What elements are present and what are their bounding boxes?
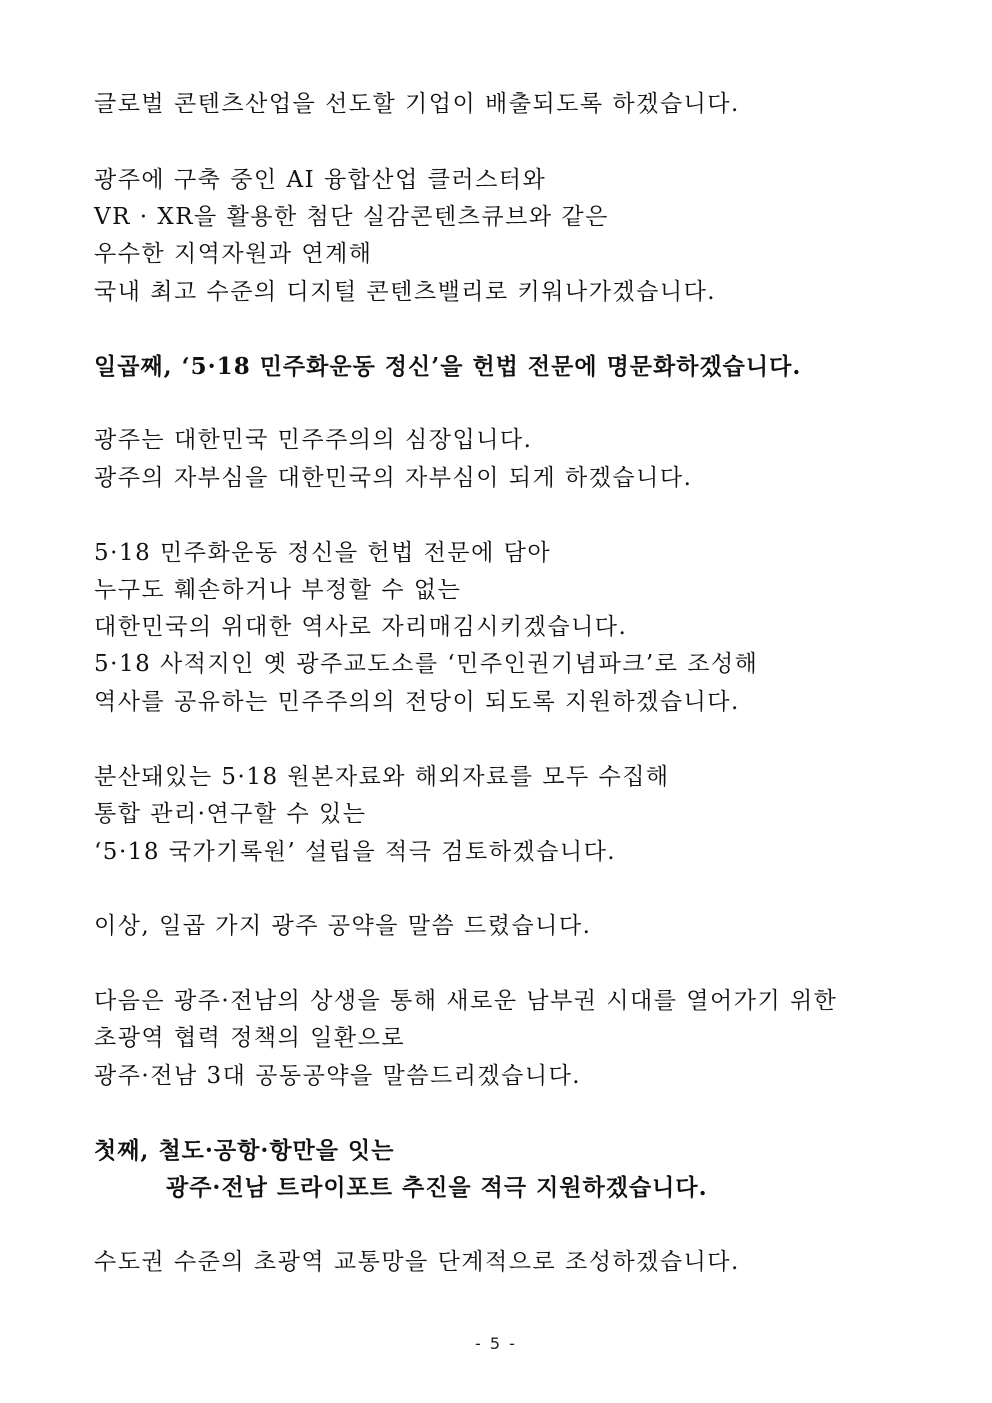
body-text-line: 분산돼있는 5·18 원본자료와 해외자료를 모두 수집해 [94,764,670,790]
body-text-line: 광주는 대한민국 민주주의의 심장입니다. [94,427,533,453]
body-text-line: ‘5·18 국가기록원’ 설립을 적극 검토하겠습니다. [94,839,617,865]
body-text-line: 광주에 구축 중인 AI 융합산업 클러스터와 [94,167,547,193]
body-text-line: 통합 관리·연구할 수 있는 [94,801,367,827]
page-number: - 5 - [475,1334,517,1353]
body-text-line: 국내 최고 수준의 디지털 콘텐츠밸리로 키워나가겠습니다. [94,279,717,305]
body-text-line: 5·18 민주화운동 정신을 헌법 전문에 담아 [94,540,552,566]
body-text-line: 5·18 사적지인 옛 광주교도소를 ‘민주인권기념파크’로 조성해 [94,651,759,677]
body-text-line: 초광역 협력 정책의 일환으로 [94,1025,406,1051]
body-text-line: 광주·전남 3대 공동공약을 말씀드리겠습니다. [94,1063,582,1089]
section-heading-first-continued: 광주·전남 트라이포트 추진을 적극 지원하겠습니다. [166,1174,708,1201]
body-text-line: 다음은 광주·전남의 상생을 통해 새로운 남부권 시대를 열어가기 위한 [94,988,838,1014]
body-text-line: 역사를 공유하는 민주주의의 전당이 되도록 지원하겠습니다. [94,689,740,715]
section-heading-first: 첫째, 철도·공항·항만을 잇는 [94,1137,395,1164]
body-text-line: 우수한 지역자원과 연계해 [94,241,373,267]
body-text-line: 대한민국의 위대한 역사로 자리매김시키겠습니다. [94,614,628,640]
section-heading-seventh: 일곱째, ‘5·18 민주화운동 정신’을 헌법 전문에 명문화하겠습니다. [94,353,802,380]
body-text-line: 누구도 훼손하거나 부정할 수 없는 [94,577,462,603]
body-text-line: VR · XR을 활용한 첨단 실감콘텐츠큐브와 같은 [94,204,609,230]
body-text-line: 이상, 일곱 가지 광주 공약을 말씀 드렸습니다. [94,913,592,939]
body-text-line: 글로벌 콘텐츠산업을 선도할 기업이 배출되도록 하겠습니다. [94,91,740,117]
body-text-line: 수도권 수준의 초광역 교통망을 단계적으로 조성하겠습니다. [94,1249,740,1275]
body-text-line: 광주의 자부심을 대한민국의 자부심이 되게 하겠습니다. [94,465,693,491]
